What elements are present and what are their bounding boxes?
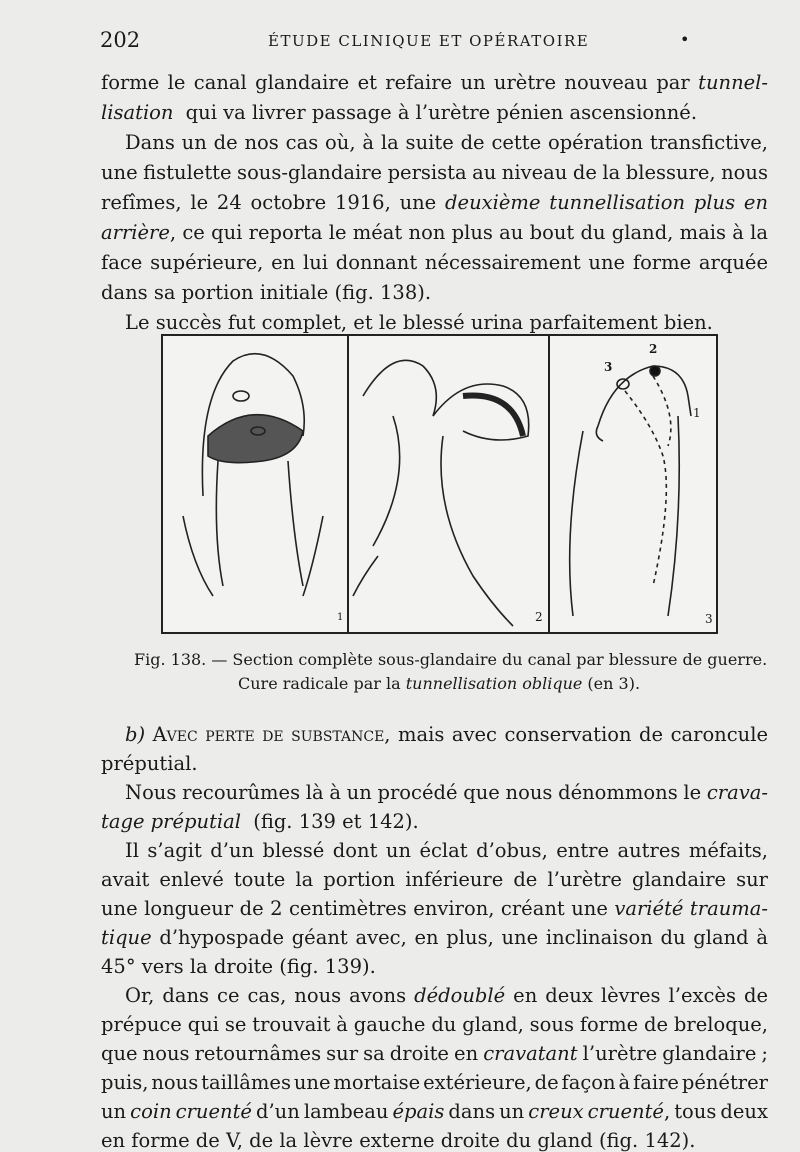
marker-3: 3 bbox=[604, 360, 613, 374]
text-line bbox=[101, 188, 768, 218]
running-title: ÉTUDE CLINIQUE ET OPÉRATOIRE bbox=[268, 32, 590, 50]
text-segment: d’hypospade géant avec, en plus, une inclinaison du gland à bbox=[151, 926, 768, 949]
text-line bbox=[101, 894, 768, 923]
text-segment: face supérieure, en lui donnant nécessairement une forme arquée bbox=[101, 251, 768, 274]
text-segment: dans sa portion initiale (fig. 138). bbox=[101, 281, 432, 304]
text-line bbox=[101, 720, 768, 749]
text-segment: b) bbox=[125, 723, 146, 746]
text-segment: Le succès fut complet, et le blessé urina parfaitement bien. bbox=[125, 311, 713, 334]
text-segment: 45° vers la droite (fig. 139). bbox=[101, 955, 376, 978]
paragraphs-top bbox=[101, 68, 768, 338]
text-segment: variété trauma- bbox=[614, 897, 768, 920]
text-segment: tage préputial bbox=[101, 810, 242, 833]
text-line bbox=[101, 1126, 768, 1152]
text-segment: lisation bbox=[101, 101, 174, 124]
page-number: 202 bbox=[100, 28, 141, 52]
text-segment: deuxième tunnellisation plus en bbox=[445, 191, 768, 214]
figure-caption-line-1: Fig. 138. — Section complète sous-glandaire du canal par blessure de guerre. bbox=[134, 650, 768, 669]
text-segment: qui va livrer passage à l’urètre pénien ascensionné. bbox=[179, 101, 698, 124]
text-line bbox=[101, 158, 768, 188]
text-segment: une longueur de 2 centimètres environ, créant une bbox=[101, 897, 615, 920]
text-segment: dans un bbox=[444, 1100, 529, 1123]
text-line bbox=[101, 248, 768, 278]
text-segment: (fig. 139 et 142). bbox=[247, 810, 419, 833]
text-line bbox=[101, 952, 768, 981]
text-segment: Dans un de nos cas où, à la suite de cette opération transfictive, bbox=[125, 131, 768, 154]
paragraphs-bottom bbox=[101, 720, 768, 1152]
text-line bbox=[101, 807, 768, 836]
text-segment: prépuce qui se trouvait à gauche du gland, sous forme de breloque, bbox=[101, 1013, 768, 1036]
text-line bbox=[101, 128, 768, 158]
text-segment: cravatant bbox=[483, 1042, 578, 1065]
text-segment: en forme de V, de la lèvre externe droite du gland (fig. 142). bbox=[101, 1129, 696, 1152]
text-segment: , mais avec conservation de caroncule bbox=[384, 723, 769, 746]
text-line bbox=[101, 278, 768, 308]
text-segment: que nous retournâmes sur sa droite en bbox=[101, 1042, 484, 1065]
text-segment: tique bbox=[101, 926, 152, 949]
text-segment: Or, dans ce cas, nous avons bbox=[125, 984, 415, 1007]
text-line bbox=[101, 68, 768, 98]
panel-label-1: 1 bbox=[337, 612, 344, 623]
text-segment: avait enlevé toute la portion inférieure de l’urètre glandaire sur bbox=[101, 868, 768, 891]
text-line bbox=[101, 1039, 768, 1068]
text-segment: Avec perte de substance bbox=[145, 723, 385, 746]
text-segment: un bbox=[101, 1100, 131, 1123]
text-segment: en deux lèvres l’excès de bbox=[505, 984, 768, 1007]
text-segment: puis, nous taillâmes une mortaise extérieure, de façon à faire pénétrer bbox=[101, 1071, 768, 1094]
text-segment: une fistulette sous-glandaire persista au niveau de la blessure, nous bbox=[101, 161, 768, 184]
text-line bbox=[101, 865, 768, 894]
caption-text: Cure radicale par la bbox=[238, 674, 406, 693]
text-segment: coin cruenté bbox=[130, 1100, 252, 1123]
text-segment: crava- bbox=[706, 781, 768, 804]
figure-caption-line-2 bbox=[238, 674, 800, 693]
text-segment: d’un lambeau bbox=[251, 1100, 393, 1123]
marker-2: 2 bbox=[649, 342, 658, 356]
text-line bbox=[101, 778, 768, 807]
panel-label-2: 2 bbox=[535, 610, 543, 624]
figure-illustration bbox=[163, 336, 716, 632]
panel-1-drawing bbox=[183, 354, 323, 596]
text-line bbox=[101, 1097, 768, 1126]
text-line bbox=[101, 981, 768, 1010]
panel-2-drawing bbox=[353, 360, 529, 626]
panel-label-3: 3 bbox=[705, 612, 713, 626]
text-segment: l’urètre glandaire ; bbox=[577, 1042, 768, 1065]
text-segment: refîmes, le 24 octobre 1916, une bbox=[101, 191, 446, 214]
text-line bbox=[101, 218, 768, 248]
caption-italic: tunnellisation oblique bbox=[405, 674, 583, 693]
text-segment: , ce qui reporta le méat non plus au bout du gland, mais à la bbox=[169, 221, 768, 244]
text-line bbox=[101, 1010, 768, 1039]
figure-138 bbox=[161, 334, 718, 634]
text-line bbox=[101, 1068, 768, 1097]
text-segment: préputial. bbox=[101, 752, 198, 775]
text-segment: creux cruenté bbox=[528, 1100, 664, 1123]
text-line bbox=[101, 98, 768, 128]
text-segment: Il s’agit d’un blessé dont un éclat d’obus, entre autres méfaits, bbox=[125, 839, 768, 862]
text-segment: forme le canal glandaire et refaire un urètre nouveau par bbox=[101, 71, 699, 94]
text-segment: épais bbox=[392, 1100, 445, 1123]
marker-1: 1 bbox=[693, 406, 701, 420]
text-segment: arrière bbox=[101, 221, 170, 244]
ink-dot: • bbox=[680, 30, 690, 49]
text-line bbox=[101, 749, 768, 778]
caption-text: (en 3). bbox=[582, 674, 641, 693]
text-segment: , tous deux bbox=[663, 1100, 768, 1123]
text-segment: dédoublé bbox=[414, 984, 506, 1007]
text-line bbox=[101, 923, 768, 952]
text-segment: tunnel- bbox=[698, 71, 768, 94]
panel-3-drawing bbox=[570, 366, 691, 616]
text-line bbox=[101, 836, 768, 865]
text-segment: Nous recourûmes là à un procédé que nous dénommons le bbox=[125, 781, 707, 804]
